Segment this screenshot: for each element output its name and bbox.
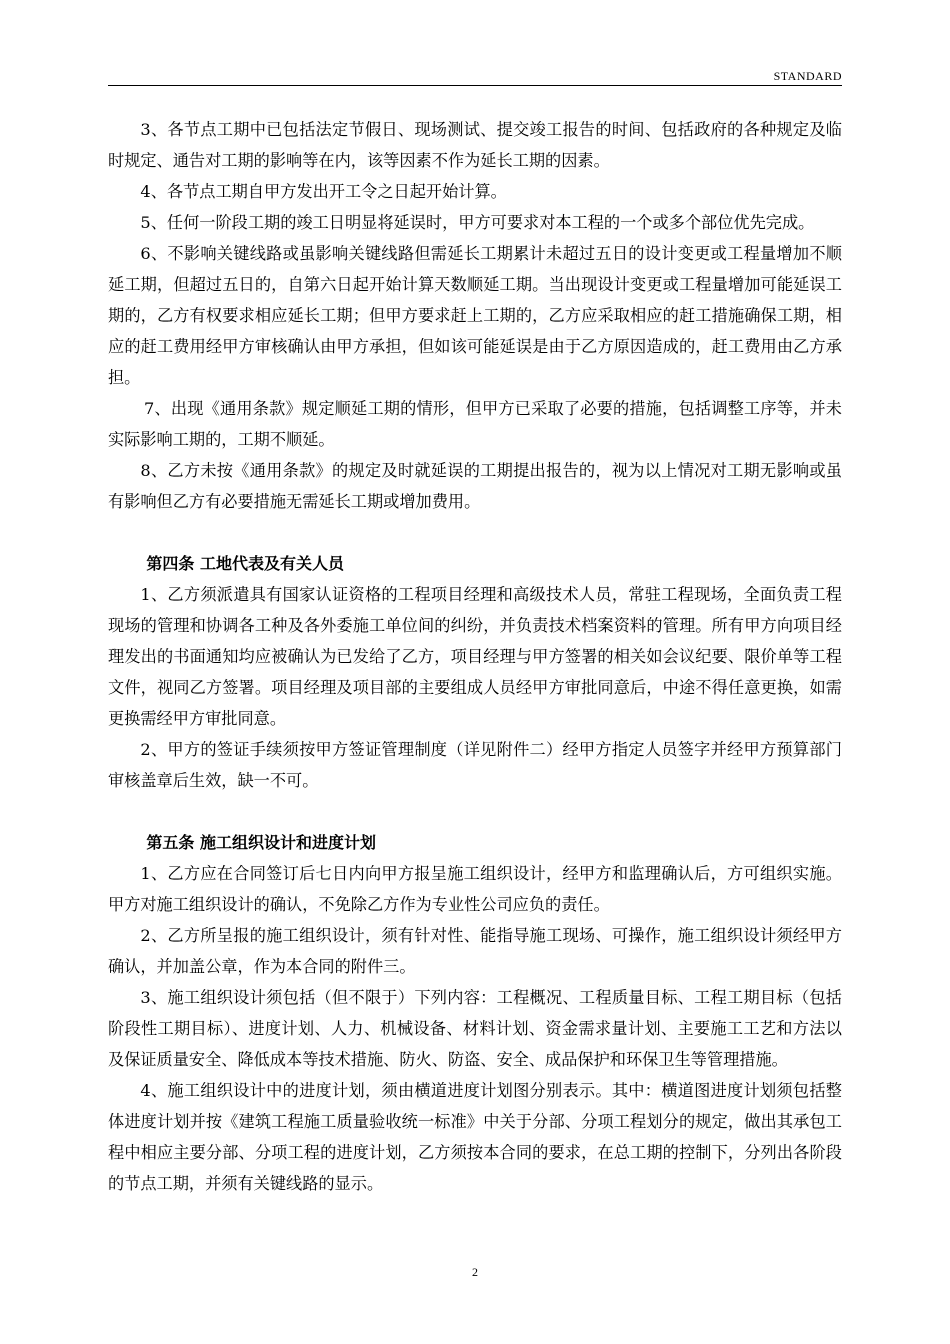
paragraph-7: 7、出现《通用条款》规定顺延工期的情形，但甲方已采取了必要的措施，包括调整工序等，并未实际影响工期的，工期不顺延。 (108, 399, 842, 449)
section-5-paragraph-3: 3、施工组织设计须包括（但不限于）下列内容：工程概况、工程质量目标、工程工期目标（包括阶段性工期目标）、进度计划、人力、机械设备、材料计划、资金需求量计划、主要施工工艺和方法以及保证质量安全、降低成本等技术措施、防火、防盗、安全、成品保护和环保卫生等管理措施。 (108, 988, 842, 1069)
paragraph-8: 8、乙方未按《通用条款》的规定及时就延误的工期提出报告的，视为以上情况对工期无影响或虽有影响但乙方有必要措施无需延长工期或增加费用。 (108, 461, 842, 511)
section-4-paragraph-1: 1、乙方须派遣具有国家认证资格的工程项目经理和高级技术人员，常驻工程现场，全面负责工程现场的管理和协调各工种及各外委施工单位间的纠纷，并负责技术档案资料的管理。所有甲方向项目经理发出的书面通知均应被确认为已发给了乙方，项目经理与甲方签署的相关如会议纪要、限价单等工程文件，视同乙方签署。项目经理及项目部的主要组成人员经甲方审批同意后，中途不得任意更换，如需更换需经甲方审批同意。 (108, 585, 842, 728)
section-gap (108, 796, 842, 827)
section-5-paragraph-2: 2、乙方所呈报的施工组织设计，须有针对性、能指导施工现场、可操作，施工组织设计须经甲方确认，并加盖公章，作为本合同的附件三。 (108, 926, 842, 976)
page-number: 2 (472, 1265, 478, 1279)
section-5-paragraph-4: 4、施工组织设计中的进度计划，须由横道进度计划图分别表示。其中：横道图进度计划须包括整体进度计划并按《建筑工程施工质量验收统一标准》中关于分部、分项工程划分的规定，做出其承包工程中相应主要分部、分项工程的进度计划，乙方须按本合同的要求，在总工期的控制下，分列出各阶段的节点工期，并须有关键线路的显示。 (108, 1081, 842, 1193)
section-4-title: 第四条 工地代表及有关人员 (146, 554, 344, 573)
section-4-paragraph-2: 2、甲方的签证手续须按甲方签证管理制度（详见附件二）经甲方指定人员签字并经甲方预算部门审核盖章后生效，缺一不可。 (108, 740, 842, 790)
section-5-title: 第五条 施工组织设计和进度计划 (146, 833, 376, 852)
paragraph-5: 5、任何一阶段工期的竣工日明显将延误时，甲方可要求对本工程的一个或多个部位优先完成。 (140, 213, 815, 232)
section-5-paragraph-1: 1、乙方应在合同签订后七日内向甲方报呈施工组织设计，经甲方和监理确认后，方可组织实施。甲方对施工组织设计的确认，不免除乙方作为专业性公司应负的责任。 (108, 864, 842, 914)
page-header (108, 66, 842, 86)
document-body (108, 114, 842, 1199)
paragraph-3: 3、各节点工期中已包括法定节假日、现场测试、提交竣工报告的时间、包括政府的各种规定及临时规定、通告对工期的影响等在内，该等因素不作为延长工期的因素。 (108, 120, 842, 170)
paragraph-6: 6、不影响关键线路或虽影响关键线路但需延长工期累计未超过五日的设计变更或工程量增加不顺延工期，但超过五日的，自第六日起开始计算天数顺延工期。当出现设计变更或工程量增加可能延误工期的，乙方有权要求相应延长工期；但甲方要求赶上工期的，乙方应采取相应的赶工措施确保工期，相应的赶工费用经甲方审核确认由甲方承担，但如该可能延误是由于乙方原因造成的，赶工费用由乙方承担。 (108, 244, 842, 387)
paragraph-4: 4、各节点工期自甲方发出开工令之日起开始计算。 (140, 182, 507, 201)
section-gap (108, 517, 842, 548)
header-label: STANDARD (773, 69, 842, 83)
